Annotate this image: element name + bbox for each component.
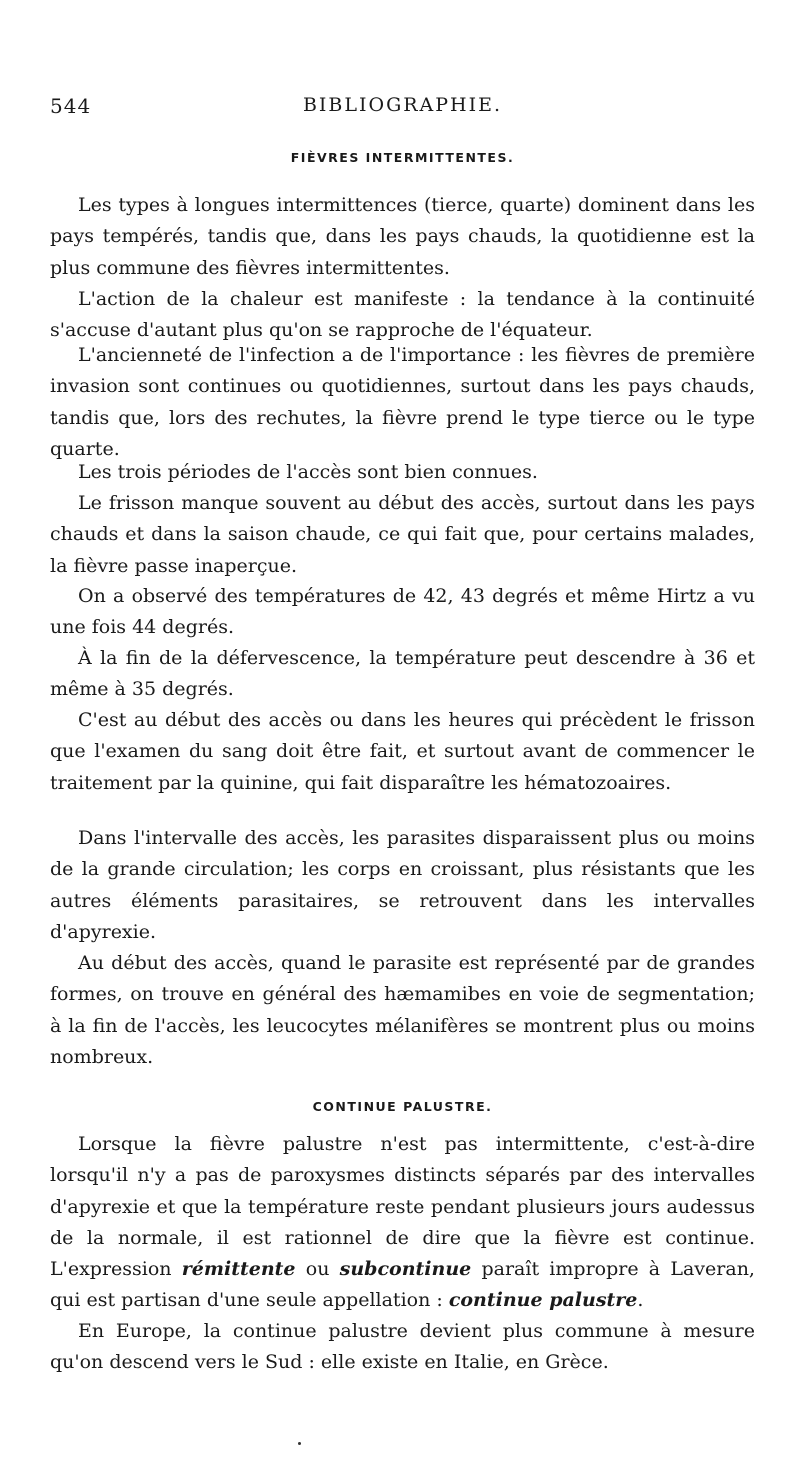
running-title: BIBLIOGRAPHIE.	[302, 94, 503, 116]
print-speck	[298, 1442, 301, 1445]
running-head	[50, 94, 755, 124]
page-number: 544	[50, 94, 92, 118]
section-heading-continue: CONTINUE PALUSTRE.	[312, 1099, 493, 1114]
paragraph: À la fin de la défervescence, la température peut descendre à 36 et même à 35 degrés.	[50, 647, 755, 701]
paragraph: On a observé des températures de 42, 43 degrés et même Hirtz a vu une fois 44 degrés.	[50, 585, 755, 639]
paragraph: C'est au début des accès ou dans les heures qui précèdent le frisson que l'examen du sang doit être fait, et surtout avant de commencer le traitement par la quinine, qui fait disparaître les hématozoaires.	[50, 709, 755, 794]
text-run: .	[637, 1289, 644, 1312]
text-run: Lorsque la fièvre palustre n'est pas intermittente, c'est-à-dire lorsqu'il n'y a pas de paroxysmes distincts séparés par des intervalles d'apyrexie et que la température reste pendant plusieurs jours audessus de la normale, il est rationnel de dire que la fièvre est continue. L'expression	[50, 1133, 755, 1281]
paragraph: Dans l'intervalle des accès, les parasites disparaissent plus ou moins de la grande circulation; les corps en croissant, plus résistants que les autres éléments parasitaires, se retrouvent dans les intervalles d'apyrexie.	[50, 827, 755, 943]
section-heading-fievres: FIÈVRES INTERMITTENTES.	[290, 150, 515, 165]
paragraph: L'action de la chaleur est manifeste : la tendance à la continuité s'accuse d'autant plus qu'on se rapproche de l'équateur.	[50, 288, 755, 342]
paragraph: Les types à longues intermittences (tierce, quarte) dominent dans les pays tempérés, tandis que, dans les pays chauds, la quotidienne est la plus commune des fièvres intermittentes.	[50, 194, 755, 279]
text-run: paraît impropre à Laveran, qui est partisan d'une seule appellation :	[50, 1258, 755, 1312]
paragraph	[50, 1129, 755, 1317]
italic-term: subcontinue	[339, 1258, 472, 1281]
italic-term: rémittente	[181, 1258, 296, 1281]
paragraph: Les trois périodes de l'accès sont bien connues.	[78, 461, 538, 483]
text-run: ou	[295, 1258, 340, 1281]
paragraph: Au début des accès, quand le parasite est représenté par de grandes formes, on trouve en général des hæmamibes en voie de segmentation; à la fin de l'accès, les leucocytes mélanifères se montrent plus ou moins nombreux.	[50, 952, 755, 1068]
paragraph: L'ancienneté de l'infection a de l'importance : les fièvres de première invasion sont continues ou quotidiennes, surtout dans les pays chauds, tandis que, lors des rechutes, la fièvre prend le type tierce ou le type quarte.	[50, 344, 755, 460]
paragraph: En Europe, la continue palustre devient plus commune à mesure qu'on descend vers le Sud : elle existe en Italie, en Grèce.	[50, 1320, 755, 1374]
italic-term: continue palustre	[448, 1289, 638, 1312]
paragraph: Le frisson manque souvent au début des accès, surtout dans les pays chauds et dans la saison chaude, ce qui fait que, pour certains malades, la fièvre passe inaperçue.	[50, 492, 755, 577]
